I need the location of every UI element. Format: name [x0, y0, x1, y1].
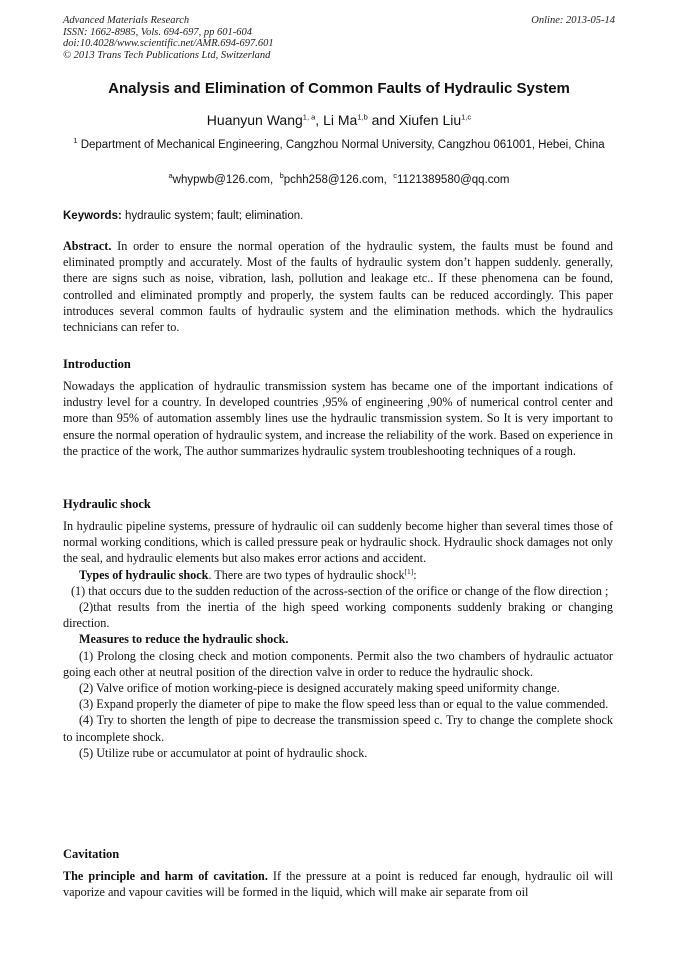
types-label: Types of hydraulic shock	[79, 567, 209, 582]
affiliation-sup: 1	[73, 136, 78, 146]
measures-paragraph	[63, 631, 613, 647]
issn: ISSN: 1662-8985, Vols. 694-697, pp 601-604	[63, 26, 252, 38]
measure-4: (4) Try to shorten the length of pipe to decrease the transmission speed c. Try to change the complete shock to incomplete shock.	[63, 713, 613, 744]
section-heading-cavitation: Cavitation	[63, 847, 120, 861]
paper-title: Analysis and Elimination of Common Faults of Hydraulic System	[108, 80, 570, 97]
measures-label: Measures to reduce the hydraulic shock.	[79, 632, 289, 647]
introduction-paragraph: Nowadays the application of hydraulic transmission system has became one of the important indications of industry level for a country. In developed countries ,95% of engineering ,90% of numerical control center and more than 95% of automation assembly lines use the hydraulic transmission system. So It is very important to ensure the normal operation of hydraulic system, and increase the reliability of the work. Based on experience in the practice of the work, The author summarizes hydraulic system troubleshooting techniques of a rough.	[63, 379, 613, 458]
type-1: (1) that occurs due to the sudden reduction of the across-section of the orifice or change of the flow direction ;	[71, 583, 609, 598]
abstract	[63, 238, 613, 335]
author-name: Huanyun Wang	[206, 112, 303, 128]
keywords-label: Keywords:	[63, 210, 122, 222]
author-sup: 1,c	[461, 112, 472, 122]
email-link[interactable]: pchh258@126.com,	[283, 174, 387, 186]
types-paragraph	[63, 567, 613, 583]
measure-5: (5) Utilize rube or accumulator at point of hydraulic shock.	[79, 745, 368, 760]
measure-3: (3) Expand properly the diameter of pipe to make the flow speed less than or equal to the value commended.	[79, 697, 609, 712]
cavitation-body	[63, 868, 613, 900]
journal-header	[63, 15, 615, 61]
abstract-text: In order to ensure the normal operation of the hydraulic system, the faults must be found and eliminated promptly and accurately. Most of the faults of hydraulic system don’t happen suddenly. generally, there are signs such as noise, vibration, lash, pollution and leakage etc.. If these phenomena can be found, controlled and eliminated promptly and properly, the system faults can be reduced accordingly. This paper introduces several common faults of hydraulic system and the elimination methods. which the hydraulics technicians can refer to.	[63, 239, 613, 335]
journal-name: Advanced Materials Research	[63, 15, 190, 26]
author-sup: 1, a	[302, 112, 316, 122]
cavitation-label: The principle and harm of cavitation.	[63, 869, 268, 883]
doi: doi:10.4028/www.scientific.net/AMR.694-697.601	[63, 38, 274, 49]
author-name: Li Ma	[323, 112, 358, 128]
shock-intro: In hydraulic pipeline systems, pressure of hydraulic oil can suddenly become higher than several times those of normal working conditions, which is called pressure peak or hydraulic shock. Hydraulic shock damages not only the seal, and hydraulic elements but also makes error actions and accident.	[63, 519, 613, 566]
email-link[interactable]: 1121389580@qq.com	[397, 174, 510, 186]
email-sup: b	[279, 171, 284, 181]
measure-2: (2) Valve orifice of motion working-piece is designed accurately making speed uniformity change.	[79, 681, 560, 696]
author-separator: and	[367, 112, 399, 128]
introduction-body	[63, 378, 613, 459]
keywords	[63, 210, 615, 222]
hydraulic-shock-body	[63, 518, 613, 761]
type-2: (2)that results from the inertia of the high speed working components suddenly braking or changing direction.	[63, 600, 613, 631]
author-separator: ,	[315, 112, 324, 128]
keywords-text: hydraulic system; fault; elimination.	[121, 210, 304, 222]
abstract-label: Abstract.	[63, 239, 112, 253]
author-name: Xiufen Liu	[398, 112, 462, 128]
email-link[interactable]: whypwb@126.com,	[172, 174, 274, 186]
online-date: Online: 2013-05-14	[531, 15, 615, 26]
cavitation-text: If the pressure at a point is reduced far enough, hydraulic oil will vaporize and vapour cavities will be formed in the liquid, which will make air separate from oil	[63, 869, 613, 900]
types-colon: :	[413, 567, 417, 582]
citation-ref[interactable]: [1]	[404, 566, 414, 576]
email-list	[40, 171, 638, 186]
affiliation-text: Department of Mechanical Engineering, Cangzhou Normal University, Cangzhou 061001, Hebei, China	[77, 139, 605, 151]
section-heading-introduction: Introduction	[63, 357, 131, 371]
types-text: . There are two types of hydraulic shock	[208, 567, 405, 582]
affiliation	[62, 138, 616, 153]
measure-1: (1) Prolong the closing check and motion components. Permit also the two chambers of hydraulic actuator going each other at neutral position of the direction valve in order to reduce the hydraulic shock.	[63, 648, 613, 679]
email-sup: a	[168, 171, 173, 181]
author-list	[40, 112, 638, 128]
copyright: © 2013 Trans Tech Publications Ltd, Switzerland	[63, 49, 271, 61]
author-sup: 1,b	[357, 112, 368, 122]
section-heading-hydraulic-shock: Hydraulic shock	[63, 497, 151, 511]
email-sup: c	[393, 171, 397, 181]
